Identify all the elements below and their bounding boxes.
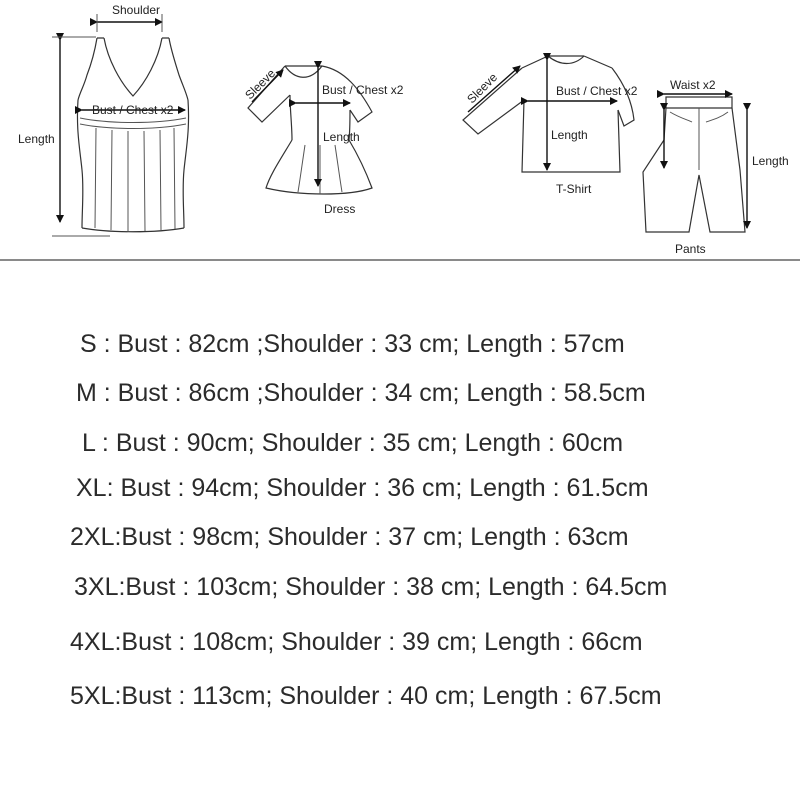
- tank-shoulder-label: Shoulder: [112, 3, 161, 17]
- tshirt-length-label: Length: [551, 128, 588, 142]
- tshirt-sleeve-label: Sleeve: [464, 70, 501, 107]
- size-row-2xl: 2XL:Bust : 98cm; Shoulder : 37 cm; Length : 63cm: [70, 523, 629, 551]
- tshirt-bust-label: Bust / Chest x2: [556, 84, 638, 98]
- tshirt-caption: T-Shirt: [556, 182, 592, 196]
- dress-sleeve-label: Sleeve: [242, 66, 279, 103]
- size-row-l: L : Bust : 90cm; Shoulder : 35 cm; Length : 60cm: [82, 429, 624, 457]
- size-row-5xl: 5XL:Bust : 113cm; Shoulder : 40 cm; Length : 67.5cm: [70, 682, 662, 710]
- dress-length-label: Length: [323, 130, 360, 144]
- pants-waist-label: Waist x2: [670, 78, 716, 92]
- size-row-s: S : Bust : 82cm ;Shoulder : 33 cm; Length : 57cm: [80, 330, 625, 358]
- size-row-xl: XL: Bust : 94cm; Shoulder : 36 cm; Length : 61.5cm: [76, 474, 649, 502]
- dress-caption: Dress: [324, 202, 356, 216]
- tank-bust-label: Bust / Chest x2: [92, 103, 174, 117]
- pants-caption: Pants: [675, 242, 706, 256]
- tank-length-label: Length: [18, 132, 55, 146]
- size-row-m: M : Bust : 86cm ;Shoulder : 34 cm; Length : 58.5cm: [76, 379, 646, 407]
- size-row-4xl: 4XL:Bust : 108cm; Shoulder : 39 cm; Length : 66cm: [70, 628, 643, 656]
- size-row-3xl: 3XL:Bust : 103cm; Shoulder : 38 cm; Length : 64.5cm: [74, 573, 668, 601]
- dress-bust-label: Bust / Chest x2: [322, 83, 404, 97]
- pants-length-label: Length: [752, 154, 789, 168]
